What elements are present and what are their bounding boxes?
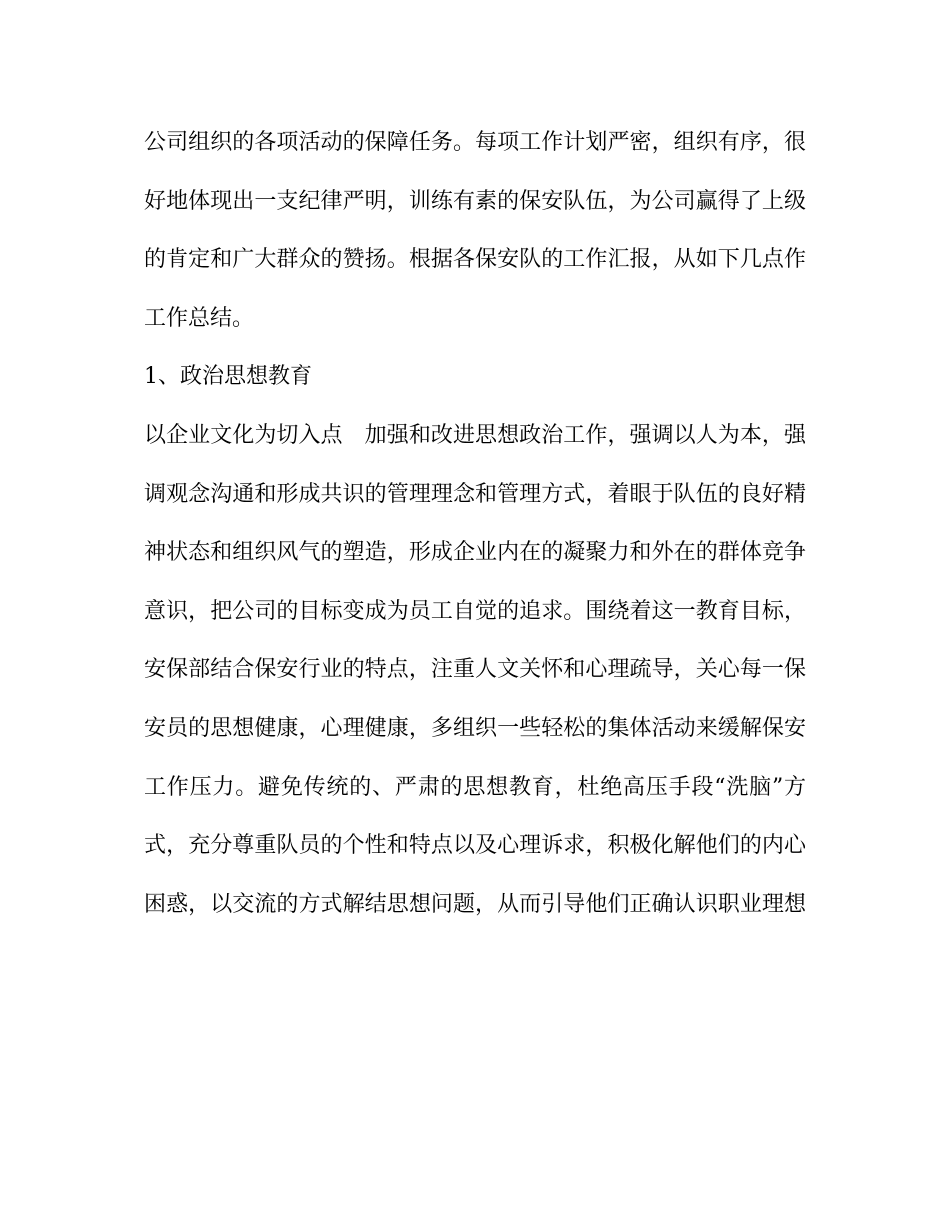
section-heading: 1、政治思想教育	[144, 364, 312, 390]
paragraph-line-1: 公司组织的各项活动的保障任务。每项工作计划严密，组织有序，很	[144, 130, 806, 155]
paragraph-line-12: 工作压力。避免传统的、严肃的思想教育，杜绝高压手段“洗脑”方	[144, 774, 806, 800]
paragraph-line-8: 神状态和组织风气的塑造，形成企业内在的凝聚力和外在的群体竞争	[144, 540, 806, 566]
paragraph-line-10: 安保部结合保安行业的特点，注重人文关怀和心理疏导，关心每一保	[144, 657, 806, 683]
paragraph-line-3: 的肯定和广大群众的赞扬。根据各保安队的工作汇报，从如下几点作	[144, 247, 806, 273]
paragraph-line-13: 式，充分尊重队员的个性和特点以及心理诉求，积极化解他们的内心	[144, 833, 806, 859]
paragraph-line-4: 工作总结。	[144, 305, 255, 331]
paragraph-line-2: 好地体现出一支纪律严明，训练有素的保安队伍，为公司赢得了上级	[144, 188, 806, 214]
paragraph-line-9: 意识，把公司的目标变成为员工自觉的追求。围绕着这一教育目标，	[144, 598, 806, 624]
paragraph-line-14: 困惑，以交流的方式解结思想问题，从而引导他们正确认识职业理想	[144, 891, 806, 917]
document-body	[144, 120, 806, 940]
paragraph-line-11: 安员的思想健康，心理健康，多组织一些轻松的集体活动来缓解保安	[144, 715, 806, 741]
paragraph-line-7: 调观念沟通和形成共识的管理理念和管理方式，着眼于队伍的良好精	[144, 481, 806, 507]
paragraph-line-6: 以企业文化为切入点 加强和改进思想政治工作，强调以人为本，强	[144, 422, 806, 448]
